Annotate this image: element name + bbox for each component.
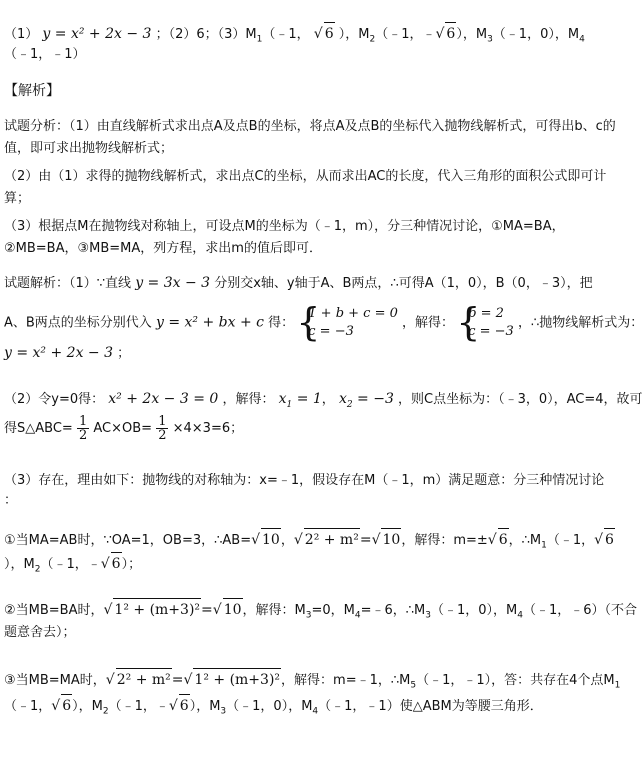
analysis-paragraph-1: 试题分析：（1）由直线解析式求出点A及点B的坐标，将点A及点B的坐标代入抛物线解析式，可得出b、c的值，即可求出抛物线解析式； <box>4 119 616 156</box>
solution-text: A、B两点的坐标分别代入 <box>4 315 152 331</box>
solution2-line-2 <box>4 414 626 444</box>
answer-text: ；（2）6；（3）M <box>155 27 257 42</box>
solution-text: ，解得：m=﹣1，∴M <box>281 673 411 688</box>
solution-text: ，则C点坐标为：（﹣3，0），AC=4，故可 <box>398 392 643 407</box>
solution3-intro-2: ： <box>4 493 18 508</box>
sqrt-expression: √ 2² + m² <box>106 668 172 691</box>
solution1-line-3 <box>4 342 626 364</box>
line-equation: y = 3x − 3 <box>135 275 211 291</box>
answer-text: （﹣1，0），M <box>492 27 580 42</box>
solution-text: ，∴M <box>508 533 542 548</box>
solution-text: 得S△ABC= <box>4 421 73 436</box>
solution-text: =0，M <box>311 603 355 618</box>
answer-line-1 <box>4 22 626 44</box>
fraction-one-half: $\frac{1}{2}$ <box>78 414 88 443</box>
system-row: { 1 + b + c = 0 <box>308 306 398 321</box>
solution-text: ③当MB=MA时， <box>4 673 106 688</box>
root-x2: $x_2 = -3$ <box>338 391 394 410</box>
solution-text: ， <box>280 533 294 548</box>
sqrt-10: √ 10 <box>372 528 402 551</box>
solution-text: ，解得： <box>222 392 275 407</box>
solution-text: （﹣1，﹣ <box>40 557 101 572</box>
case1-line-2: ），$M_2(﹣1$，﹣√ 6）； <box>4 552 626 574</box>
sqrt-10: √ 10 <box>213 598 243 621</box>
answer-parabola-equation: y = x² + 2x − 3 <box>42 26 152 42</box>
solution-text: =﹣6，∴M <box>360 603 426 618</box>
solution-text: （﹣1，0），M <box>430 603 518 618</box>
solution1-line-1 <box>4 272 626 294</box>
quadratic-equation: x² + 2x − 3 = 0 <box>108 391 219 407</box>
solution-text: ； <box>117 346 131 361</box>
case1-line-1: ①当MA=AB时，∵OA=1，OB=3，∴AB=√ 10，√ 2² + m²=√ 10，解得：m=±√ 6，$\therefore M_1(﹣1$，√ 6 <box>4 528 626 550</box>
solution3-intro: （3）存在，理由如下：抛物线的对称轴为：x=﹣1，假设存在M（﹣1，m）满足题意：分三种情况讨论 <box>4 473 605 488</box>
solution-text: ），M <box>72 699 103 714</box>
subscript: 3 <box>487 34 493 45</box>
solution-text: ，解得：M <box>242 603 306 618</box>
sqrt-6: √ 6 <box>314 22 335 45</box>
equals-sign: = <box>359 532 372 548</box>
solution-text: （﹣1， <box>546 533 595 548</box>
solution-text: ）； <box>121 557 142 572</box>
case2-line-2: 题意舍去）； <box>4 625 76 640</box>
solution-text: （﹣1，﹣6）（不合 <box>522 603 638 618</box>
solution-text: （﹣1，﹣1），答：共存在4个点M <box>416 673 615 688</box>
solution-text: （﹣1，﹣ <box>108 699 169 714</box>
solution-text: ×4×3=6； <box>172 421 244 436</box>
solution-text: （﹣1，0），M <box>226 699 313 714</box>
sqrt-6: √ 6 <box>594 528 615 551</box>
analysis-heading: 【解析】 <box>4 83 60 99</box>
fraction-one-half: $\frac{1}{2}$ <box>158 414 167 443</box>
equation-system-2 <box>458 305 514 341</box>
subscript: 4 <box>579 34 585 45</box>
sqrt-6: √ 6 <box>488 528 509 551</box>
solution-text: ②当MB=BA时， <box>4 603 104 618</box>
sqrt-6: √ 6 <box>169 694 190 717</box>
sqrt-expression: √ 1² + (m+3)² <box>184 668 282 691</box>
subscript: 2 <box>369 34 376 45</box>
sqrt-expression: √ 1² + (m+3)² <box>104 598 202 621</box>
solution-text: ，解得：m=± <box>401 533 488 548</box>
system-row: c = −3 <box>308 324 354 339</box>
answer-text: ），M <box>338 27 370 42</box>
solution1-line-2 <box>4 305 643 339</box>
system-row: { b = 2 <box>468 306 504 321</box>
solution-text: ），M <box>4 557 35 572</box>
sqrt-6: √ 6 <box>436 22 457 45</box>
solution2-line-1: （2）令y=0得： x² + 2x − 3 = 0 ，解得： $x_1 = 1$， $x_2 = -3$ ，则C点坐标为：（﹣3，0），AC=4，故可 <box>4 391 643 410</box>
subscript: 1 <box>256 34 263 45</box>
sqrt-6: √ 6 <box>101 552 122 575</box>
answer-text: ），M <box>456 27 488 42</box>
solution-text: 试题解析：（1）∵直线 <box>4 276 132 291</box>
solution-text: ①当MA=AB时，∵OA=1，OB=3，∴AB= <box>4 533 252 548</box>
answer-line-2: （﹣1，﹣1） <box>4 47 86 62</box>
equation-system-1 <box>298 305 398 341</box>
answer-part1-label: （1） <box>4 27 39 42</box>
solution-text: ），M <box>189 699 221 714</box>
root-x1: $x_1 = 1$ <box>278 391 322 410</box>
sqrt-expression: √ 2² + m² <box>294 528 360 551</box>
solution-text: 分别交x轴、y轴于A、B两点，∴可得A（1，0），B（0，﹣3），把 <box>214 276 593 291</box>
solution-text: ，解得： <box>402 315 455 331</box>
general-parabola-equation: y = x² + bx + c <box>155 314 264 331</box>
equals-sign: = <box>201 602 213 618</box>
case3-line-2: （﹣1，√ 6），$M_2(﹣1$，﹣√ 6），$M_3(﹣1$，0），$M_4(﹣1$，﹣1）使△ABM为等腰三角形． <box>4 694 626 716</box>
solution-text: （﹣1， <box>4 699 52 714</box>
answer-text: （﹣1，﹣ <box>375 27 436 42</box>
sqrt-6: √ 6 <box>51 694 72 717</box>
parabola-equation: y = x² + 2x − 3 <box>4 345 114 361</box>
analysis-paragraph-2: （2）由（1）求得的抛物线解析式，求出点C的坐标，从而求出AC的长度，代入三角形的面积公式即可计算； <box>4 169 607 206</box>
solution-text: （﹣1，﹣1）使△ABM为等腰三角形． <box>318 699 543 714</box>
solution-text: 得： <box>268 315 295 331</box>
system-row: c = −3 <box>468 324 514 339</box>
equals-sign: = <box>171 672 184 688</box>
case3-line-1: ③当MB=MA时，√ 2² + m²=√ 1² + (m+3)²，解得：m=﹣1，$\therefore M_5(﹣1$，﹣1），答：共存在4个点$M_1$ <box>4 668 626 690</box>
analysis-paragraph-3: （3）根据点M在抛物线对称轴上，可设点M的坐标为（﹣1，m），分三种情况讨论，①MA=BA，②MB=BA，③MB=MA，列方程，求出m的值后即可． <box>4 219 565 256</box>
answer-text: （﹣1， <box>262 27 310 42</box>
solution-text: （2）令y=0得： <box>4 392 105 407</box>
sqrt-10: √ 10 <box>251 528 281 551</box>
solution-text: AC×OB= <box>93 421 153 436</box>
solution-text: ，∴抛物线解析式为： <box>517 315 643 331</box>
case2-line-1: ②当MB=BA时，√ 1² + (m+3)²=√ 10，解得：$M_3=0$，$M_4=﹣6$，$\therefore M_3(﹣1$，0），$M_4(﹣1$，﹣6）（不合 <box>4 598 626 620</box>
